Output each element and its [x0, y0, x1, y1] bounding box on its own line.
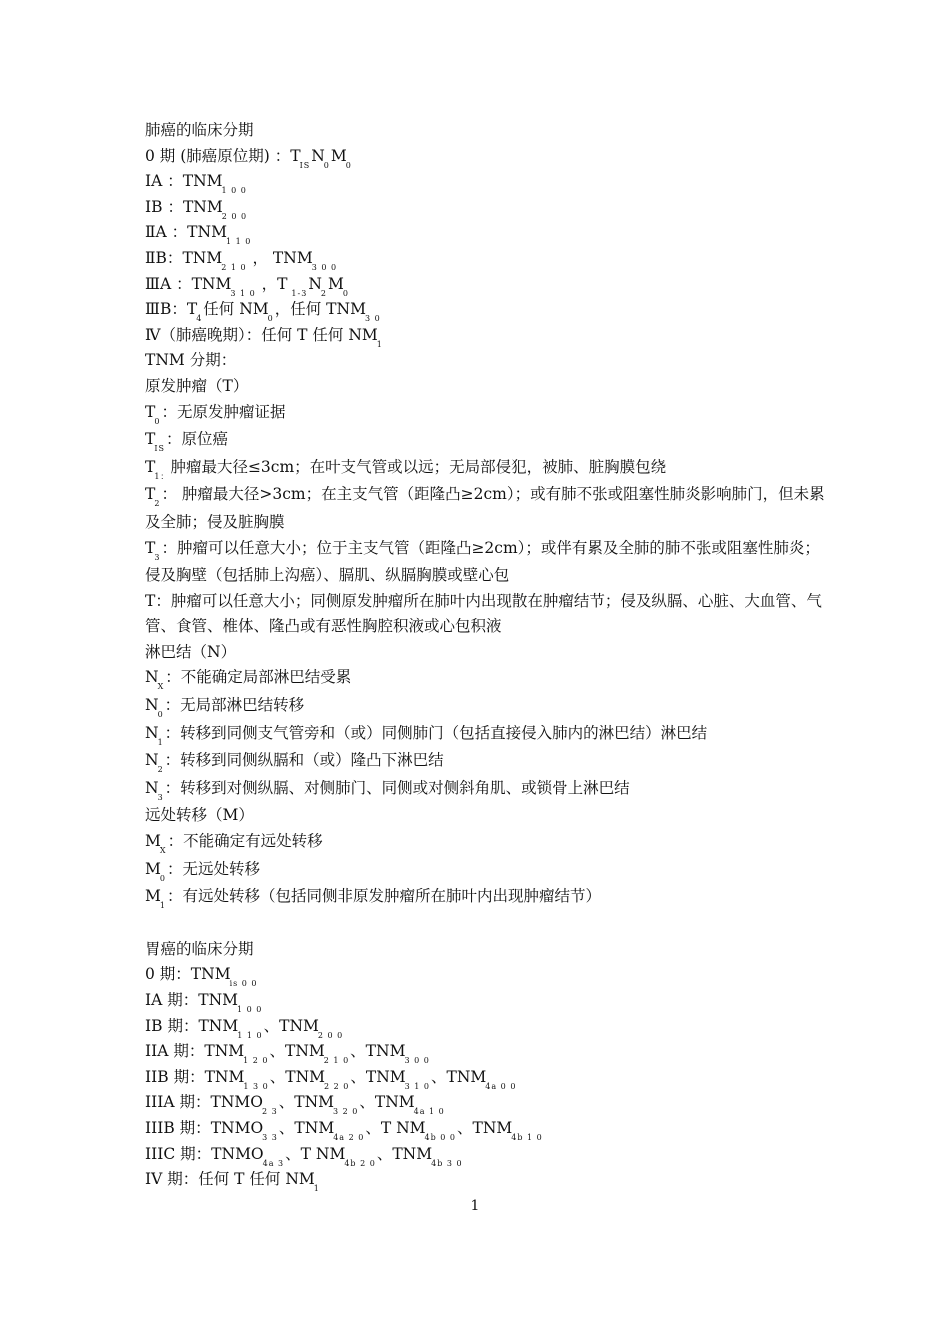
- category-subscript: 0: [154, 416, 161, 426]
- gastric-stage-row: [145, 1167, 825, 1193]
- tnm-code: M: [206, 172, 223, 191]
- tnm-code: ，任何 TN: [274, 300, 351, 319]
- n-definition-row: [145, 665, 825, 693]
- tnm-code: T: [187, 223, 198, 242]
- category-description: ：无原发肿瘤证据: [161, 402, 286, 421]
- stage-label: IIIC 期：: [145, 1144, 212, 1163]
- tnm-subscript: 2 2 0: [324, 1081, 350, 1091]
- tnm-code: 、T: [359, 1093, 386, 1112]
- tnm-code: M: [308, 1042, 325, 1061]
- tnm-code: N: [385, 1093, 399, 1112]
- tnm-code: 、T: [285, 1144, 316, 1163]
- stage-label: IIB 期：: [145, 1067, 205, 1086]
- tnm-code: 、T: [263, 1016, 290, 1035]
- tnm-code: N: [304, 1118, 319, 1137]
- metastasis-heading: 远处转移（M）: [145, 806, 254, 825]
- document-body: [145, 118, 825, 1193]
- category-code: M: [145, 832, 161, 851]
- lung-stage-row: [145, 297, 825, 323]
- stage-label: IV 期：任何 T 任何 NM: [145, 1170, 315, 1189]
- category-description: ：原位癌: [165, 430, 228, 449]
- tnm-code: T: [204, 1067, 215, 1086]
- gastric-section-title: 胃癌的临床分期: [145, 939, 254, 958]
- tnm-code: M: [228, 1067, 245, 1086]
- tnm-code: N: [197, 223, 212, 242]
- tnm-code: M: [409, 1118, 426, 1137]
- stage-label: Ⅳ（肺癌晚期）：任何 T 任何 NM: [145, 325, 378, 344]
- tnm-subscript: 4b 1 0: [511, 1132, 543, 1142]
- tnm-subscript: 1 0 0: [237, 1005, 263, 1014]
- tnm-code: M: [222, 991, 239, 1009]
- category-code: T: [145, 485, 156, 504]
- tnm-code: T: [182, 248, 193, 267]
- gastric-stage-row: [145, 1039, 825, 1065]
- primary-tumor-heading: 原发肿瘤（T）: [145, 376, 249, 395]
- tnm-code: M: [389, 1067, 406, 1086]
- lung-stage-row: [145, 246, 825, 272]
- tnm-subscript: 2 3: [261, 1107, 278, 1117]
- tnm-code: MO: [234, 1093, 263, 1112]
- tnm-subscript: 3 0: [364, 314, 381, 324]
- gastric-stage-row: [145, 1090, 825, 1116]
- tnm-subscript: 3 0 0: [311, 262, 338, 272]
- tnm-code: T: [198, 991, 209, 1009]
- tnm-code: T: [210, 1093, 221, 1112]
- tnm-code: M: [416, 1144, 433, 1163]
- category-description: ：转移到同侧支气管旁和（或）同侧肺门（包括直接侵入肺内的淋巴结）淋巴结: [164, 723, 708, 742]
- category-description: ：无远处转移: [166, 859, 260, 878]
- category-code: T: [145, 538, 156, 557]
- stage-label: ⅢB：: [145, 300, 187, 319]
- stage-label: IIIA 期：: [145, 1093, 211, 1112]
- tnm-subscript: 4b 0 0: [424, 1132, 456, 1142]
- tnm-subscript: 3 0 0: [404, 1056, 430, 1066]
- tnm-code: N: [482, 1118, 497, 1137]
- gastric-stage-row: [145, 988, 825, 1014]
- tnm-code: 、T: [278, 1093, 305, 1112]
- tnm-code: N: [201, 965, 215, 984]
- tnm-code: M: [296, 248, 313, 267]
- category-subscript: 1: [157, 737, 164, 747]
- lymph-node-heading: 淋巴结（N）: [145, 642, 237, 661]
- lung-stage-row: [145, 272, 825, 298]
- tnm-subscript: 2 0 0: [317, 1030, 344, 1040]
- tnm-code: M: [329, 1144, 346, 1163]
- tnm-code: M: [214, 965, 231, 984]
- tnm-code: N: [192, 248, 207, 267]
- category-code: T: [145, 457, 156, 476]
- tnm-code: N: [376, 1042, 390, 1061]
- tnm-subscript: 2 0 0: [221, 211, 248, 221]
- tnm-subscript: 3 2 0: [333, 1107, 359, 1117]
- category-code: N: [145, 723, 159, 742]
- tnm-code: ，T: [256, 274, 293, 293]
- category-code: T: [145, 402, 156, 421]
- m-category-list: [145, 829, 825, 912]
- tnm-code: M: [330, 146, 347, 165]
- stage-label: IB 期：: [145, 1016, 199, 1035]
- m-definition-row: [145, 829, 825, 857]
- stage-label: ⅢA ：: [145, 274, 192, 293]
- tnm-subscript: 4b 2 0: [344, 1158, 376, 1168]
- category-description: ：无局部淋巴结转移: [164, 696, 305, 715]
- n-definition-row: [145, 776, 825, 804]
- tnm-code: 、T: [350, 1067, 377, 1086]
- tnm-code: N: [214, 1067, 229, 1086]
- category-code: M: [145, 887, 161, 906]
- tnm-subscript: 3 3: [262, 1132, 278, 1142]
- category-code: N: [145, 668, 159, 687]
- category-description: ：不能确定有远处转移: [167, 832, 323, 851]
- tnm-subscript: 0: [345, 160, 352, 170]
- category-code: T: [145, 591, 156, 610]
- category-description: ：转移到对侧纵膈、对侧肺门、同侧或对侧斜角肌、或锁骨上淋巴结: [164, 778, 630, 797]
- tnm-code: T: [290, 146, 301, 165]
- tnm-code: ， T: [247, 248, 284, 267]
- tnm-code: N: [193, 172, 207, 191]
- tnm-code: 、T: [431, 1067, 457, 1086]
- tnm-code: N: [208, 1016, 223, 1035]
- tnm-code: 、T: [269, 1042, 296, 1061]
- stage-label: 0 期 (肺癌原位期) ：: [145, 146, 291, 165]
- lung-stage-row: [145, 195, 825, 221]
- tnm-subscript: 1 1 0: [237, 1030, 263, 1040]
- tnm-code: M: [389, 1042, 406, 1061]
- tnm-code: N: [295, 1042, 309, 1061]
- tnm-code: M: [318, 1093, 334, 1112]
- tnm-code: 、T: [350, 1042, 376, 1061]
- tnm-code: M: [206, 197, 223, 216]
- tnm-code: N: [201, 274, 216, 293]
- tnm-code: M: [309, 1067, 325, 1086]
- section-spacer: [145, 912, 825, 937]
- t-definition-row: [145, 482, 825, 535]
- tnm-code: 、T: [457, 1118, 483, 1137]
- tnm-subscript: 4a 2 0: [333, 1132, 365, 1142]
- tnm-code: M: [228, 1042, 245, 1061]
- tnm-code: M: [350, 300, 366, 319]
- stage-label: ⅡA ：: [145, 223, 188, 242]
- lung-section-title: 肺癌的临床分期: [145, 121, 254, 139]
- tnm-code: MO: [235, 1144, 264, 1163]
- n-definition-row: [145, 693, 825, 721]
- tnm-code: N: [283, 248, 297, 267]
- category-subscript: X: [159, 846, 167, 856]
- category-description: ：肿瘤可以任意大小；同侧原发肿瘤所在肺叶内出现散在肿瘤结节；侵及纵膈、心脏、大血管、气管、食管、椎体、隆凸或有恶性胸腔积液或心包积液: [145, 591, 822, 636]
- n-definition-row: [145, 748, 825, 776]
- tnm-code: N: [304, 1093, 319, 1112]
- tnm-code: N: [311, 146, 325, 165]
- category-subscript: 3: [157, 792, 164, 802]
- tnm-code: T: [182, 172, 194, 191]
- category-code: N: [145, 696, 159, 715]
- tnm-code: 任何 NM: [203, 300, 269, 319]
- n-definition-row: [145, 721, 825, 749]
- t-definition-row: [145, 536, 825, 589]
- category-code: M: [145, 859, 161, 878]
- tnm-subscript: 4b 3 0: [431, 1158, 463, 1168]
- category-description: ： 肿瘤最大径>3cm；在主支气管（距隆凸≥2cm）；或有肺不张或阻塞性肺炎影响肺门，但未累及全肺；侵及脏胸膜: [145, 485, 825, 531]
- page-number: 1: [470, 1198, 480, 1214]
- gastric-stage-row: [145, 1116, 825, 1142]
- stage-label: IIIB 期：: [145, 1118, 211, 1137]
- tnm-subscript: 3 1 0: [404, 1081, 430, 1091]
- tnm-code: M: [206, 248, 223, 267]
- tnm-subscript: 2 1 0: [221, 262, 247, 272]
- category-subscript: 0: [159, 873, 166, 883]
- category-subscript: 2: [154, 499, 161, 509]
- category-subscript: IS: [154, 444, 165, 454]
- t-category-list: [145, 400, 825, 640]
- gastric-stage-row: [145, 1014, 825, 1040]
- tnm-code: M: [222, 1016, 239, 1035]
- tnm-code: N: [402, 1144, 417, 1163]
- tnm-subscript: 0: [323, 160, 330, 170]
- tnm-code: M: [398, 1093, 415, 1112]
- tnm-code: 、T: [365, 1118, 397, 1137]
- tnm-code: N: [193, 197, 207, 216]
- tnm-code: N: [221, 1144, 236, 1163]
- stage-label: ⅠA ：: [145, 172, 183, 191]
- tnm-code: N: [456, 1067, 471, 1086]
- t-definition-row: [145, 589, 825, 640]
- m-definition-row: [145, 857, 825, 885]
- category-subscript: 1：: [154, 471, 170, 481]
- category-subscript: X: [157, 682, 165, 692]
- tnm-subscript: 4a 3: [262, 1158, 285, 1168]
- tnm-code: T: [198, 1016, 209, 1035]
- tnm-subscript: 1 0 0: [221, 186, 247, 196]
- tnm-heading: TNM 分期：: [145, 351, 237, 370]
- tnm-code: M: [470, 1067, 487, 1086]
- tnm-code: M: [318, 1118, 335, 1137]
- n-category-list: [145, 665, 825, 803]
- tnm-code: N: [214, 1042, 229, 1061]
- tnm-code: T: [211, 1144, 222, 1163]
- tnm-subscript: 4a 0 0: [485, 1081, 517, 1091]
- tnm-code: N: [396, 1118, 410, 1137]
- tnm-subscript: 1: [313, 1184, 320, 1194]
- tnm-subscript: 1-3: [291, 288, 308, 298]
- lung-stage-row: [145, 323, 825, 349]
- tnm-subscript: 1 3 0: [243, 1081, 269, 1091]
- t-definition-row: [145, 455, 825, 483]
- tnm-code: T: [204, 1042, 215, 1061]
- tnm-code: N: [208, 991, 223, 1009]
- t-definition-row: [145, 427, 825, 455]
- stage-label: ⅡB：: [145, 248, 183, 267]
- tnm-code: MO: [234, 1118, 264, 1137]
- lung-stage-row: [145, 144, 825, 170]
- tnm-subscript: 0: [342, 288, 349, 298]
- tnm-subscript: 1 1 0: [225, 237, 252, 247]
- category-subscript: 2: [157, 765, 164, 775]
- stage-label: 0 期：: [145, 965, 191, 984]
- tnm-code: N: [295, 1067, 310, 1086]
- tnm-code: T: [190, 965, 202, 984]
- lung-stage-list: [145, 144, 825, 349]
- tnm-code: M: [215, 274, 232, 293]
- tnm-subscript: 4: [196, 314, 203, 324]
- gastric-stage-row: [145, 1142, 825, 1168]
- tnm-code: 、T: [269, 1067, 296, 1086]
- tnm-code: T: [182, 197, 194, 216]
- stage-label: IA 期：: [145, 991, 199, 1009]
- tnm-subscript: IS: [299, 160, 311, 170]
- lung-stage-row: [145, 220, 825, 246]
- category-code: N: [145, 751, 159, 770]
- tnm-code: N: [221, 1118, 235, 1137]
- category-description: ：有远处转移（包括同侧非原发肿瘤所在肺叶内出现肿瘤结节）: [166, 887, 601, 906]
- category-description: ：肿瘤可以任意大小；位于主支气管（距隆凸≥2cm）；或伴有累及全肺的肺不张或阻塞性肺炎；侵及胸壁（包括肺上沟癌）、膈肌、纵膈胸膜或壁心包: [145, 538, 820, 585]
- tnm-subscript: is 0 0: [229, 979, 258, 989]
- category-description: ：转移到同侧纵膈和（或）隆凸下淋巴结: [164, 751, 444, 770]
- category-subscript: 3: [154, 552, 161, 562]
- tnm-code: 、T: [278, 1118, 305, 1137]
- category-code: N: [145, 778, 159, 797]
- tnm-code: M: [496, 1118, 513, 1137]
- m-definition-row: [145, 884, 825, 912]
- tnm-code: M: [327, 274, 344, 293]
- tnm-subscript: 2 1 0: [323, 1056, 350, 1066]
- gastric-stage-row: [145, 1065, 825, 1091]
- tnm-code: N: [308, 274, 322, 293]
- tnm-code: T: [186, 300, 198, 319]
- category-description: ：不能确定局部淋巴结受累: [165, 668, 352, 687]
- stage-label: ⅠB ：: [145, 197, 183, 216]
- tnm-code: 、T: [376, 1144, 403, 1163]
- category-subscript: 1: [159, 901, 166, 911]
- tnm-subscript: 3 1 0: [230, 288, 256, 298]
- tnm-code: N: [376, 1067, 390, 1086]
- tnm-subscript: 0: [267, 314, 274, 324]
- tnm-code: M: [211, 223, 227, 242]
- tnm-subscript: 1 2 0: [243, 1056, 269, 1066]
- tnm-subscript: 1: [376, 339, 383, 349]
- gastric-stage-row: [145, 962, 825, 988]
- t-definition-row: [145, 400, 825, 428]
- tnm-subscript: 4a 1 0: [413, 1107, 445, 1117]
- tnm-code: T: [191, 274, 202, 293]
- lung-stage-row: [145, 169, 825, 195]
- category-code: T: [145, 430, 156, 449]
- tnm-code: M: [303, 1016, 319, 1035]
- tnm-code: N: [289, 1016, 303, 1035]
- tnm-code: T: [210, 1118, 222, 1137]
- tnm-code: N: [220, 1093, 235, 1112]
- tnm-subscript: 2: [320, 288, 327, 298]
- gastric-stage-list: [145, 962, 825, 1192]
- stage-label: IIA 期：: [145, 1042, 205, 1061]
- category-description: 肿瘤最大径≤3cm；在叶支气管或以远；无局部侵犯，被肺、脏胸膜包绕: [170, 457, 667, 476]
- category-subscript: 0: [157, 710, 164, 720]
- tnm-code: N: [315, 1144, 330, 1163]
